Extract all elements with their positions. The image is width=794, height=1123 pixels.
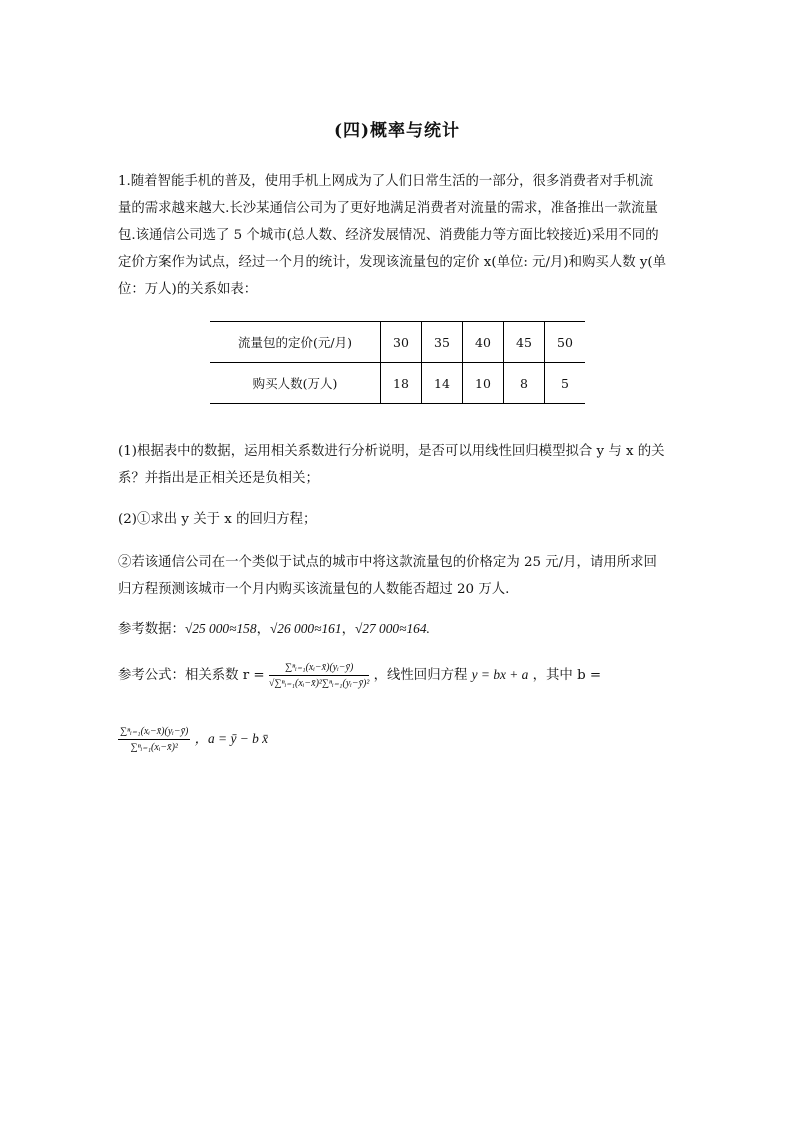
page-title: (四)概率与统计	[333, 121, 461, 141]
table-cell: 35	[422, 322, 463, 363]
table-cell: 10	[463, 363, 504, 404]
reference-data-line: 参考数据：√25 000≈158，√26 000≈161，√27 000≈164.	[118, 621, 430, 637]
slope-numerator: ∑ⁿᵢ₌₁(xᵢ−x̄)(yᵢ−ȳ)	[120, 726, 189, 737]
table-cell: 30	[381, 322, 422, 363]
correlation-numerator: ∑ⁿᵢ₌₁(xᵢ−x̄)(yᵢ−ȳ)	[284, 662, 354, 673]
intro-line: 定价方案作为试点，经过一个月的统计，发现该流量包的定价 x(单位: 元/月)和购买人数 y(单	[118, 255, 667, 270]
problem-intro	[118, 168, 678, 303]
q2-part2-line: ②若该通信公司在一个类似于试点的城市中将这款流量包的价格定为 25 元/月，请用所求回	[118, 555, 657, 570]
reference-data-item: √26 000≈161	[269, 621, 342, 636]
table-cell: 50	[545, 322, 586, 363]
table-row	[210, 363, 585, 404]
q2-part2-line: 归方程预测该城市一个月内购买该流量包的人数能否超过 20 万人.	[118, 582, 510, 597]
slope-fraction	[118, 726, 190, 753]
formula-label: 参考公式：相关系数 r =	[118, 668, 265, 683]
row-header: 流量包的定价(元/月)	[210, 322, 381, 363]
intro-line: 位：万人)的关系如表：	[118, 282, 258, 297]
correlation-fraction	[269, 662, 369, 689]
regression-equation: y = bx + a	[471, 667, 529, 682]
intro-line: 1.随着智能手机的普及，使用手机上网成为了人们日常生活的一部分，很多消费者对手机流	[118, 174, 654, 189]
q2-part1-line: (2)①求出 y 关于 x 的回归方程；	[118, 512, 317, 527]
intro-line: 包.该通信公司选了 5 个城市(总人数、经济发展情况、消费能力等方面比较接近)采用不同的	[118, 228, 659, 243]
table-cell: 8	[504, 363, 545, 404]
table-cell: 18	[381, 363, 422, 404]
reference-formula	[118, 662, 601, 689]
reference-data-item: √25 000≈158	[184, 621, 257, 636]
question-1	[118, 438, 678, 492]
price-buyers-table	[210, 321, 585, 404]
table-cell: 40	[463, 322, 504, 363]
intro-line: 量的需求越来越大.长沙某通信公司为了更好地满足消费者对流量的需求，准备推出一款流量	[118, 201, 658, 216]
q1-line: 系？并指出是正相关还是负相关；	[118, 471, 319, 486]
question-2-part-1	[118, 506, 678, 533]
reference-data-item: √27 000≈164.	[354, 621, 430, 636]
table-row	[210, 322, 585, 363]
reference-data	[118, 615, 678, 643]
table-cell: 14	[422, 363, 463, 404]
intercept-equation: ，a = ȳ − b x̄	[194, 731, 269, 746]
q1-line: (1)根据表中的数据，运用相关系数进行分析说明，是否可以用线性回归模型拟合 y 与 x 的关	[118, 444, 665, 459]
question-2-part-2	[118, 549, 678, 603]
table-cell: 45	[504, 322, 545, 363]
reference-data-label: 参考数据：	[118, 622, 185, 637]
b-formula	[118, 726, 268, 753]
row-header: 购买人数(万人)	[210, 363, 381, 404]
where-label: ，其中 b =	[532, 668, 602, 683]
slope-denominator: ∑ⁿᵢ₌₁(xᵢ−x̄)²	[118, 739, 190, 753]
correlation-denominator: √∑ⁿᵢ₌₁(xᵢ−x̄)²∑ⁿᵢ₌₁(yᵢ−ȳ)²	[269, 675, 369, 689]
regression-label: ，线性回归方程	[373, 668, 468, 683]
table-cell: 5	[545, 363, 586, 404]
